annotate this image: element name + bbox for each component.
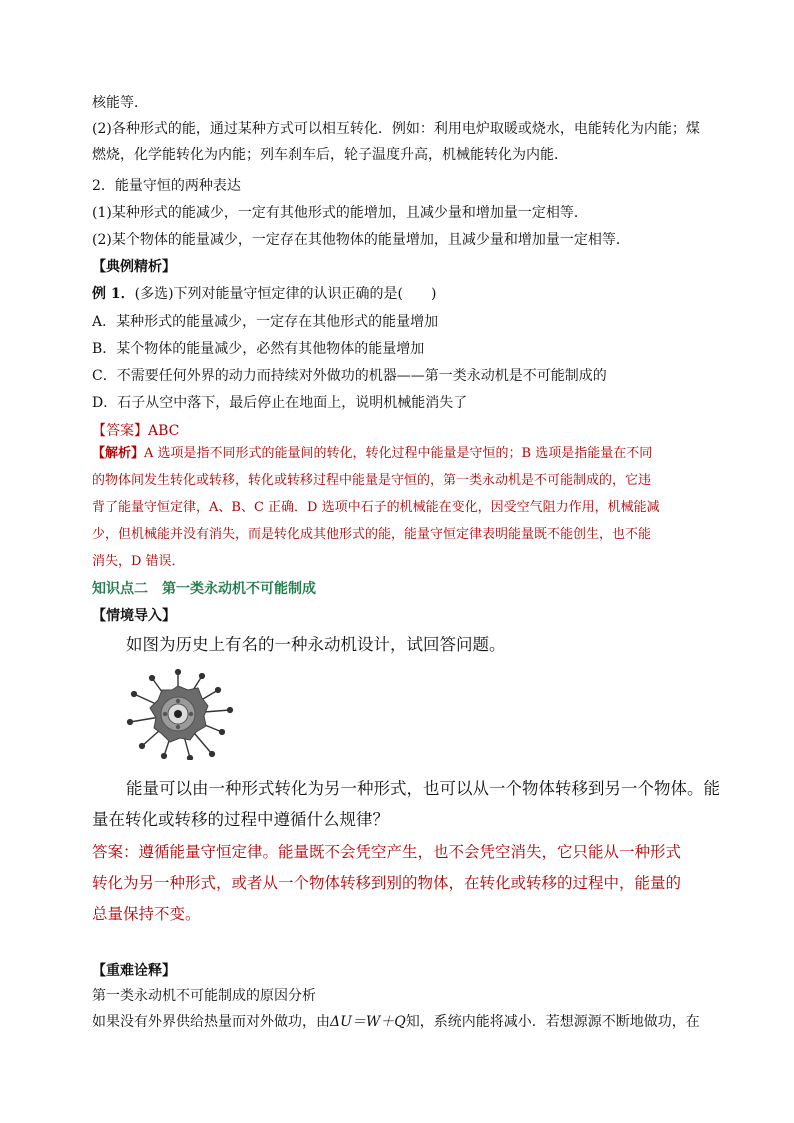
scene-answer: 总量保持不变。 xyxy=(92,905,201,923)
example-question xyxy=(92,285,436,303)
section-header-example: 【典例精析】 xyxy=(92,259,176,275)
example-stem: (多选)下列对能量守恒定律的认识正确的是( ) xyxy=(134,286,437,302)
analysis-label: 【解析】 xyxy=(92,446,145,461)
text-line: 燃烧，化学能转化为内能；列车刹车后，轮子温度升高，机械能转化为内能． xyxy=(92,147,568,163)
analysis-line: 背了能量守恒定律，A、B、C 正确．D 选项中石子的机械能在变化，因受空气阻力作用，机械能减 xyxy=(92,500,660,515)
section-header-difficulty: 【重难诠释】 xyxy=(92,963,176,979)
knowledge-point-title: 知识点二 第一类永动机不可能制成 xyxy=(92,581,316,597)
scene-intro: 如图为历史上有名的一种永动机设计，试回答问题。 xyxy=(126,635,506,654)
analysis-line: 少，但机械能并没有消失，而是转化成其他形式的能，能量守恒定律表明能量既不能创生，也不能 xyxy=(92,527,652,542)
scene-answer: 答案：遵循能量守恒定律。能量既不会凭空产生，也不会凭空消失，它只能从一种形式 xyxy=(92,843,682,861)
analysis-line: 消失，D 错误． xyxy=(92,554,185,569)
scene-answer: 转化为另一种形式，或者从一个物体转移到别的物体，在转化或转移的过程中，能量的 xyxy=(92,874,682,892)
scene-question: 量在转化或转移的过程中遵循什么规律？ xyxy=(92,810,389,829)
text-line: (2)某个物体的能量减少，一定存在其他物体的能量增加，且减少量和增加量一定相等． xyxy=(92,232,630,248)
answer-line: 【答案】ABC xyxy=(92,423,180,439)
section-header-scene: 【情境导入】 xyxy=(92,608,176,624)
analysis-line: 的物体间发生转化或转移，转化或转移过程中能量是守恒的，第一类永动机是不可能制成的，它违 xyxy=(92,473,652,488)
formula: ΔU＝W＋Q xyxy=(330,1014,406,1030)
option-b: B．某个物体的能量减少，必然有其他物体的能量增加 xyxy=(92,341,425,357)
option-d: D．石子从空中落下，最后停止在地面上，说明机械能消失了 xyxy=(92,395,468,411)
scene-question: 能量可以由一种形式转化为另一种形式，也可以从一个物体转移到另一个物体。能 xyxy=(126,779,720,798)
option-a: A．某种形式的能量减少，一定存在其他形式的能量增加 xyxy=(92,314,439,330)
text-line: 核能等． xyxy=(92,95,148,111)
difficulty-subtitle: 第一类永动机不可能制成的原因分析 xyxy=(92,988,316,1004)
text-line: (1)某种形式的能减少，一定有其他形式的能增加，且减少量和增加量一定相等． xyxy=(92,205,588,221)
option-c: C．不需要任何外界的动力而持续对外做功的机器——第一类永动机是不可能制成的 xyxy=(92,368,607,384)
text-line: (2)各种形式的能，通过某种方式可以相互转化．例如：利用电炉取暖或烧水，电能转化为内能；煤 xyxy=(92,121,700,137)
perpetual-motion-wheel-icon xyxy=(122,668,234,760)
example-label: 例 1． xyxy=(92,286,135,302)
difficulty-text: 如果没有外界供给热量而对外做功，由ΔU＝W＋Q知，系统内能将减小．若想源源不断地做功，在 xyxy=(92,1014,700,1030)
text-line: 2．能量守恒的两种表达 xyxy=(92,178,241,194)
analysis-line: 【解析】A 选项是指不同形式的能量间的转化，转化过程中能量是守恒的；B 选项是指能量在不同 xyxy=(92,446,653,461)
